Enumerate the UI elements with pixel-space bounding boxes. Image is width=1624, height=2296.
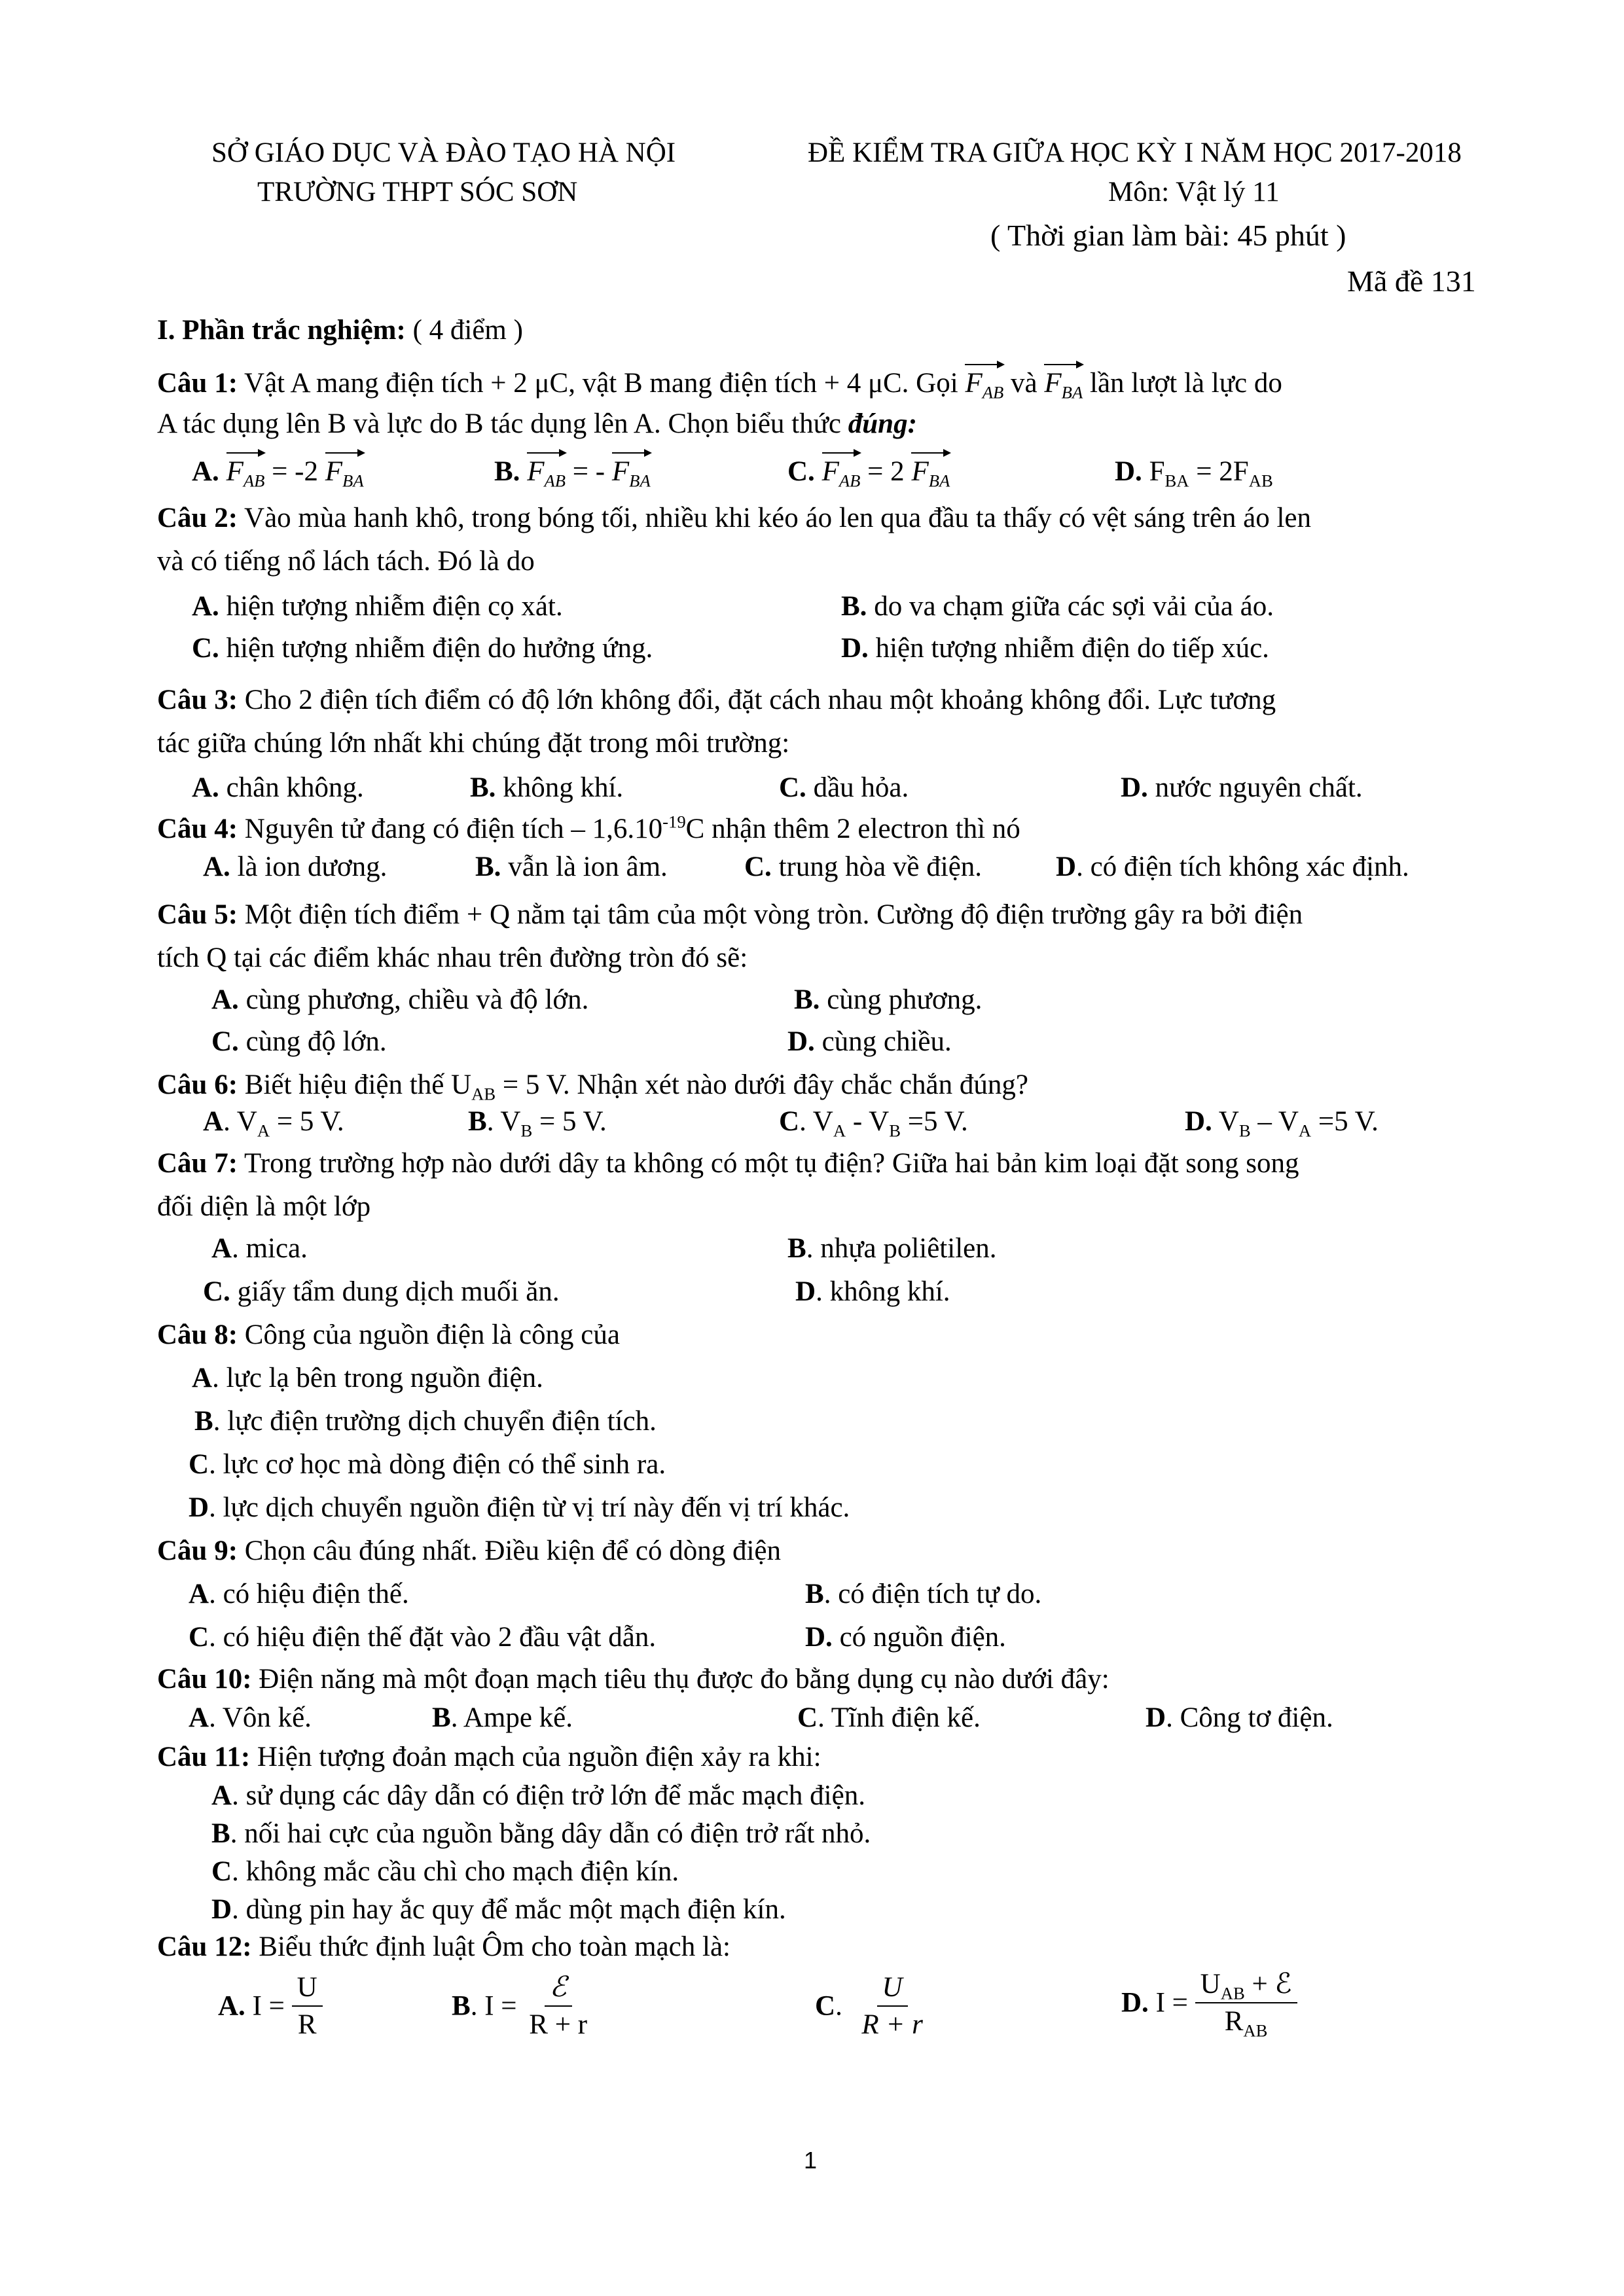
question-2-text: Vào mùa hanh khô, trong bóng tối, nhiều khi kéo áo len qua đầu ta thấy có vệt sáng trên áo len <box>238 503 1312 533</box>
q2-option-b[interactable]: B. do va chạm giữa các sợi vải của áo. <box>841 591 1274 622</box>
question-6-label: Câu 6: <box>157 1069 238 1100</box>
q11-option-b[interactable]: B. nối hai cực của nguồn bằng dây dẫn có điện trở rất nhỏ. <box>211 1818 871 1849</box>
question-3-label: Câu 3: <box>157 685 238 715</box>
q8-option-d[interactable]: D. lực dịch chuyển nguồn điện từ vị trí này đến vị trí khác. <box>189 1492 850 1523</box>
question-7-label: Câu 7: <box>157 1148 238 1179</box>
question-8-label: Câu 8: <box>157 1319 238 1350</box>
q6-option-b[interactable]: B. $V_B = 5$ V. <box>468 1106 607 1141</box>
q1-option-b[interactable]: B. $F_{AB}$ = - $F_{BA}$ <box>494 454 651 486</box>
question-1-and: và <box>1003 368 1045 399</box>
question-10-label: Câu 10: <box>157 1664 252 1695</box>
question-2-line2: và có tiếng nổ lách tách. Đó là do <box>157 546 535 577</box>
q7-option-d[interactable]: D. không khí. <box>795 1276 950 1307</box>
section-points: ( 4 điểm ) <box>405 315 523 346</box>
question-1-text: Vật A mang điện tích + 2 μC, vật B mang điện tích + 4 μC. Gọi <box>238 368 965 399</box>
q5-option-c[interactable]: C. cùng độ lớn. <box>211 1026 387 1057</box>
q7-option-a[interactable]: A. mica. <box>211 1233 308 1264</box>
q7-option-b[interactable]: B. nhựa poliêtilen. <box>787 1233 997 1264</box>
q3-option-d[interactable]: D. nước nguyên chất. <box>1121 772 1363 803</box>
vector-f-ab: $F_{AB}$ <box>965 365 1003 397</box>
q6-option-c[interactable]: C. $V_A - V_B =5$ V. <box>779 1106 968 1141</box>
question-4: Câu 4: Nguyên tử đang có điện tích – $1,6.10^{-19}C$ nhận thêm 2 electron thì nó <box>157 812 1020 844</box>
question-7-text: Trong trường hợp nào dưới dây ta không có một tụ điện? Giữa hai bản kim loại đặt song song <box>238 1148 1299 1179</box>
q9-option-b[interactable]: B. có điện tích tự do. <box>805 1579 1042 1609</box>
question-2-label: Câu 2: <box>157 503 238 533</box>
q6-option-d[interactable]: D. $V_B - V_A =5$ V. <box>1185 1106 1379 1141</box>
section-title <box>157 316 523 344</box>
q12-option-a[interactable]: A. I = $\frac{U}{R}$ <box>218 1973 323 2039</box>
exam-title: ĐỀ KIỂM TRA GIỮA HỌC KỲ I NĂM HỌC 2017-2018 <box>808 137 1462 168</box>
school-name: TRƯỜNG THPT SÓC SƠN <box>257 177 578 207</box>
question-9-label: Câu 9: <box>157 1535 238 1566</box>
exam-code: Mã đề 131 <box>1347 264 1476 298</box>
question-1 <box>157 365 1282 403</box>
q11-option-c[interactable]: C. không mắc cầu chì cho mạch điện kín. <box>211 1856 679 1887</box>
q4-option-a[interactable]: A. là ion dương. <box>203 852 388 882</box>
q10-option-b[interactable]: B. Ampe kế. <box>432 1702 573 1733</box>
q3-option-a[interactable]: A. chân không. <box>192 772 364 803</box>
question-7 <box>157 1149 1299 1177</box>
q4-option-d[interactable]: D. có điện tích không xác định. <box>1056 852 1409 882</box>
q5-option-b[interactable]: B. cùng phương. <box>794 984 983 1015</box>
emphasis-correct: đúng: <box>848 408 917 439</box>
q9-option-a[interactable]: A. có hiệu điện thế. <box>189 1579 409 1609</box>
q5-option-d[interactable]: D. cùng chiều. <box>787 1026 952 1057</box>
exam-subject: Môn: Vật lý 11 <box>1108 177 1280 207</box>
question-5-label: Câu 5: <box>157 899 238 930</box>
q6-option-a[interactable]: A. $V_A = 5$ V. <box>203 1106 344 1141</box>
question-12-text: Biểu thức định luật Ôm cho toàn mạch là: <box>251 1931 731 1962</box>
question-6: Câu 6: Biết hiệu điện thế $U_{AB} = 5$ V. Nhận xét nào dưới đây chắc chắn đúng? <box>157 1069 1028 1104</box>
question-8 <box>157 1321 620 1349</box>
q3-option-c[interactable]: C. dầu hỏa. <box>779 772 909 803</box>
q9-option-c[interactable]: C. có hiệu điện thế đặt vào 2 đầu vật dẫn. <box>189 1622 657 1653</box>
q12-option-c[interactable]: C. $\frac{U}{R + r}$ <box>815 1972 923 2040</box>
q2-option-c[interactable]: C. hiện tượng nhiễm điện do hưởng ứng. <box>192 633 653 664</box>
question-8-text: Công của nguồn điện là công của <box>238 1319 620 1350</box>
q10-option-c[interactable]: C. Tĩnh điện kế. <box>797 1702 981 1733</box>
q4-option-b[interactable]: B. vẫn là ion âm. <box>475 852 668 882</box>
question-5-text: Một điện tích điểm + Q nằm tại tâm của một vòng tròn. Cường độ điện trường gây ra bởi điện <box>238 899 1303 930</box>
question-5-line2: tích Q tại các điểm khác nhau trên đường tròn đó sẽ: <box>157 942 748 973</box>
page-number: 1 <box>804 2147 818 2174</box>
q9-option-d[interactable]: D. có nguồn điện. <box>805 1622 1006 1653</box>
question-11-label: Câu 11: <box>157 1742 251 1772</box>
question-10-text: Điện năng mà một đoạn mạch tiêu thụ được đo bằng dụng cụ nào dưới đây: <box>251 1664 1110 1695</box>
question-3 <box>157 686 1276 714</box>
q8-option-b[interactable]: B. lực điện trường dịch chuyển điện tích. <box>194 1406 657 1437</box>
question-3-line2: tác giữa chúng lớn nhất khi chúng đặt trong môi trường: <box>157 728 790 759</box>
question-7-line2: đối diện là một lớp <box>157 1191 371 1222</box>
question-11-text: Hiện tượng đoản mạch của nguồn điện xảy ra khi: <box>250 1742 821 1772</box>
question-12 <box>157 1933 731 1961</box>
question-1-text-end: lần lượt là lực do <box>1083 368 1282 399</box>
exam-time: ( Thời gian làm bài: 45 phút ) <box>990 219 1346 252</box>
q7-option-c[interactable]: C. giấy tẩm dung dịch muối ăn. <box>203 1276 560 1307</box>
q4-option-c[interactable]: C. trung hòa về điện. <box>744 852 983 882</box>
q8-option-a[interactable]: A. lực lạ bên trong nguồn điện. <box>192 1363 543 1393</box>
question-1-label: Câu 1: <box>157 368 238 399</box>
q8-option-c[interactable]: C. lực cơ học mà dòng điện có thể sinh ra. <box>189 1449 666 1480</box>
q5-option-a[interactable]: A. cùng phương, chiều và độ lớn. <box>211 984 589 1015</box>
q12-option-d[interactable]: D. I = $\frac{U_{AB} + ℰ}{R_{AB}}$ <box>1121 1970 1297 2036</box>
question-4-label: Câu 4: <box>157 814 238 844</box>
q11-option-a[interactable]: A. sử dụng các dây dẫn có điện trở lớn để mắc mạch điện. <box>211 1780 865 1811</box>
q11-option-d[interactable]: D. dùng pin hay ắc quy để mắc một mạch điện kín. <box>211 1894 786 1925</box>
question-11 <box>157 1743 821 1771</box>
q1-option-d[interactable]: D. $F_{BA} = 2F_{AB}$ <box>1115 456 1273 491</box>
question-12-label: Câu 12: <box>157 1931 252 1962</box>
section-title-text: I. Phần trắc nghiệm: <box>157 315 406 346</box>
q3-option-b[interactable]: B. không khí. <box>470 772 624 803</box>
q2-option-d[interactable]: D. hiện tượng nhiễm điện do tiếp xúc. <box>841 633 1269 664</box>
question-1-line2: A tác dụng lên B và lực do B tác dụng lên A. Chọn biểu thức đúng: <box>157 408 917 439</box>
q12-option-b[interactable]: B. I = $\frac{\text{ℰ}}{R + r}$ <box>452 1972 588 2040</box>
q1-option-c[interactable]: C. $F_{AB} = 2$ $F_{BA}$ <box>787 454 950 486</box>
vector-f-ba: $F_{BA}$ <box>1044 365 1083 397</box>
question-9-text: Chọn câu đúng nhất. Điều kiện để có dòng điện <box>238 1535 782 1566</box>
q2-option-a[interactable]: A. hiện tượng nhiễm điện cọ xát. <box>192 591 563 622</box>
question-10 <box>157 1665 1110 1693</box>
department-name: SỞ GIÁO DỤC VÀ ĐÀO TẠO HÀ NỘI <box>211 137 676 168</box>
question-9 <box>157 1537 781 1565</box>
q1-option-a[interactable]: A. $F_{AB} = -2$ $F_{BA}$ <box>192 454 364 486</box>
question-3-text: Cho 2 điện tích điểm có độ lớn không đổi, đặt cách nhau một khoảng không đổi. Lực tương <box>238 685 1276 715</box>
q10-option-a[interactable]: A. Vôn kế. <box>189 1702 312 1733</box>
q10-option-d[interactable]: D. Công tơ điện. <box>1146 1702 1333 1733</box>
question-5 <box>157 901 1303 929</box>
question-2 <box>157 504 1311 532</box>
